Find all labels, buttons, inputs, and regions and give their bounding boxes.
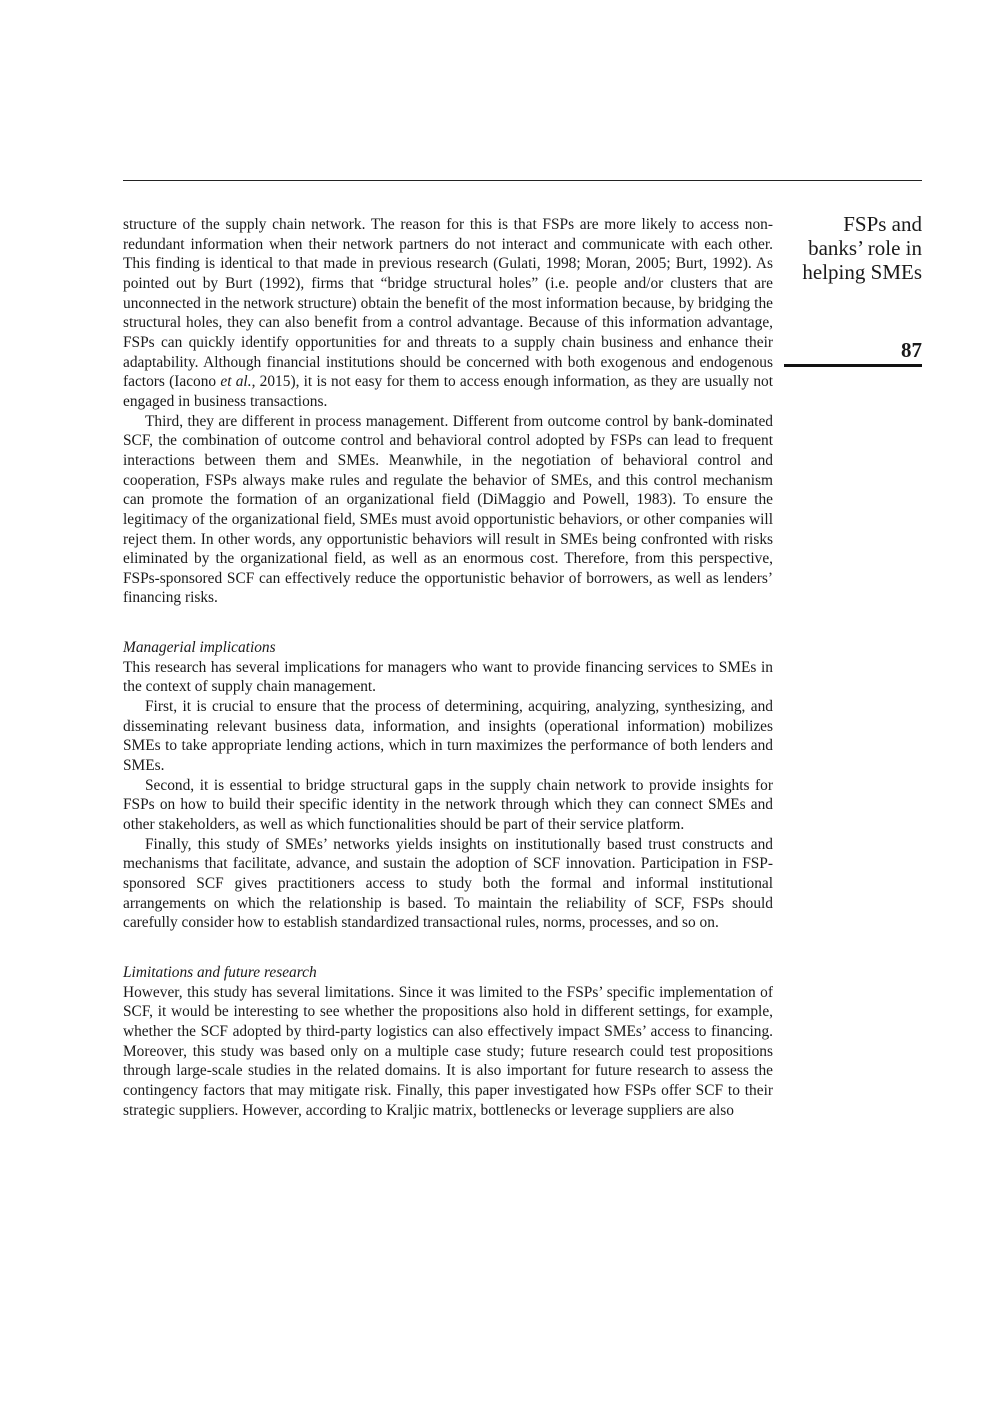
paragraph-finally: Finally, this study of SMEs’ networks yields insights on institutionally based trust constructs and mechanisms that facilitate, advance, and sustain the adoption of SCF innovation. Participation in FSP-sponsored SCF gives practitioners access to study both the formal and informal institutional arrangements on which the relationship is based. To maintain the reliability of SCF, FSPs should carefully consider how to establish standardized transactional rules, norms, processes, and so on. bbox=[123, 835, 773, 932]
paragraph-second: Second, it is essential to bridge structural gaps in the supply chain network to provide insights for FSPs on how to build their specific identity in the network through which they can connect SMEs and other stakeholders, as well as which functionalities should be part of their service platform. bbox=[123, 776, 773, 834]
body-column bbox=[123, 215, 773, 1120]
paragraph-text: , 2015), it is not easy for them to access enough information, as they are usually not engaged in business transactions. bbox=[123, 373, 773, 410]
page-number: 87 bbox=[901, 338, 922, 362]
page-number-rule bbox=[784, 364, 922, 367]
section-heading-managerial: Managerial implications bbox=[123, 639, 276, 657]
running-head: FSPs and banks’ role in helping SMEs bbox=[802, 212, 922, 284]
section-heading-limitations: Limitations and future research bbox=[123, 963, 317, 981]
et-al: et al. bbox=[220, 373, 252, 391]
paragraph-text: structure of the supply chain network. The reason for this is that FSPs are more likely to access non-redundant information when their network partners do not interact and communicate with each other. This finding is identical to that made in previous research (Gulati, 1998; Moran, 2005; Burt, 1992). As pointed out by Burt (1992), firms that “bridge structural holes” (i.e. people and/or clusters that are unconnected in the network structure) obtain the benefit of the most information because, by bridging the structural holes, they can also benefit from a control advantage. Because of this information advantage, FSPs can quickly identify opportunities for and threats to a supply chain business and enhance their adaptability. Although financial institutions should be concerned with both exogenous and endogenous factors (Iacono bbox=[123, 216, 773, 391]
paragraph-limitations: However, this study has several limitations. Since it was limited to the FSPs’ specific implementation of SCF, it would be interesting to see whether the propositions also hold in different settings, for example, whether the SCF adopted by third-party logistics can also effectively impact SMEs’ access to financing. Moreover, this study was based only on a multiple case study; future research could test propositions through large-scale studies in the related domains. It is also important for future research to assess the contingency factors that may mitigate risk. Finally, this paper investigated how FSPs offer SCF to their strategic suppliers. However, according to Kraljic matrix, bottlenecks or leverage suppliers are also bbox=[123, 983, 773, 1119]
paragraph-managerial-intro: This research has several implications for managers who want to provide financing services to SMEs in the context of supply chain management. bbox=[123, 658, 773, 696]
paragraph-first: First, it is crucial to ensure that the process of determining, acquiring, analyzing, synthesizing, and disseminating relevant business data, information, and insights (operational information) mobilizes SMEs to take appropriate lending actions, which in turn maximizes the performance of both lenders and SMEs. bbox=[123, 698, 773, 775]
paragraph-continuation bbox=[123, 215, 773, 412]
paragraph-process-management: Third, they are different in process management. Different from outcome control by bank-dominated SCF, the combination of outcome control and behavioral control adopted by FSPs can lead to frequent interactions between them and SMEs. Meanwhile, in the negotiation of behavioral control and cooperation, FSPs always make rules and regulate the behavior of SMEs, and this control mechanism can promote the formation of an organizational field (DiMaggio and Powell, 1983). To ensure the legitimacy of the organizational field, SMEs must avoid opportunistic behaviors, or other companies will reject them. In other words, any opportunistic behaviors will result in SMEs being confronted with risks eliminated by the organizational field, as well as an enormous cost. Therefore, from this perspective, FSPs-sponsored SCF can effectively reduce the opportunistic behavior of borrowers, as well as lenders’ financing risks. bbox=[123, 412, 773, 607]
top-rule bbox=[123, 180, 922, 181]
